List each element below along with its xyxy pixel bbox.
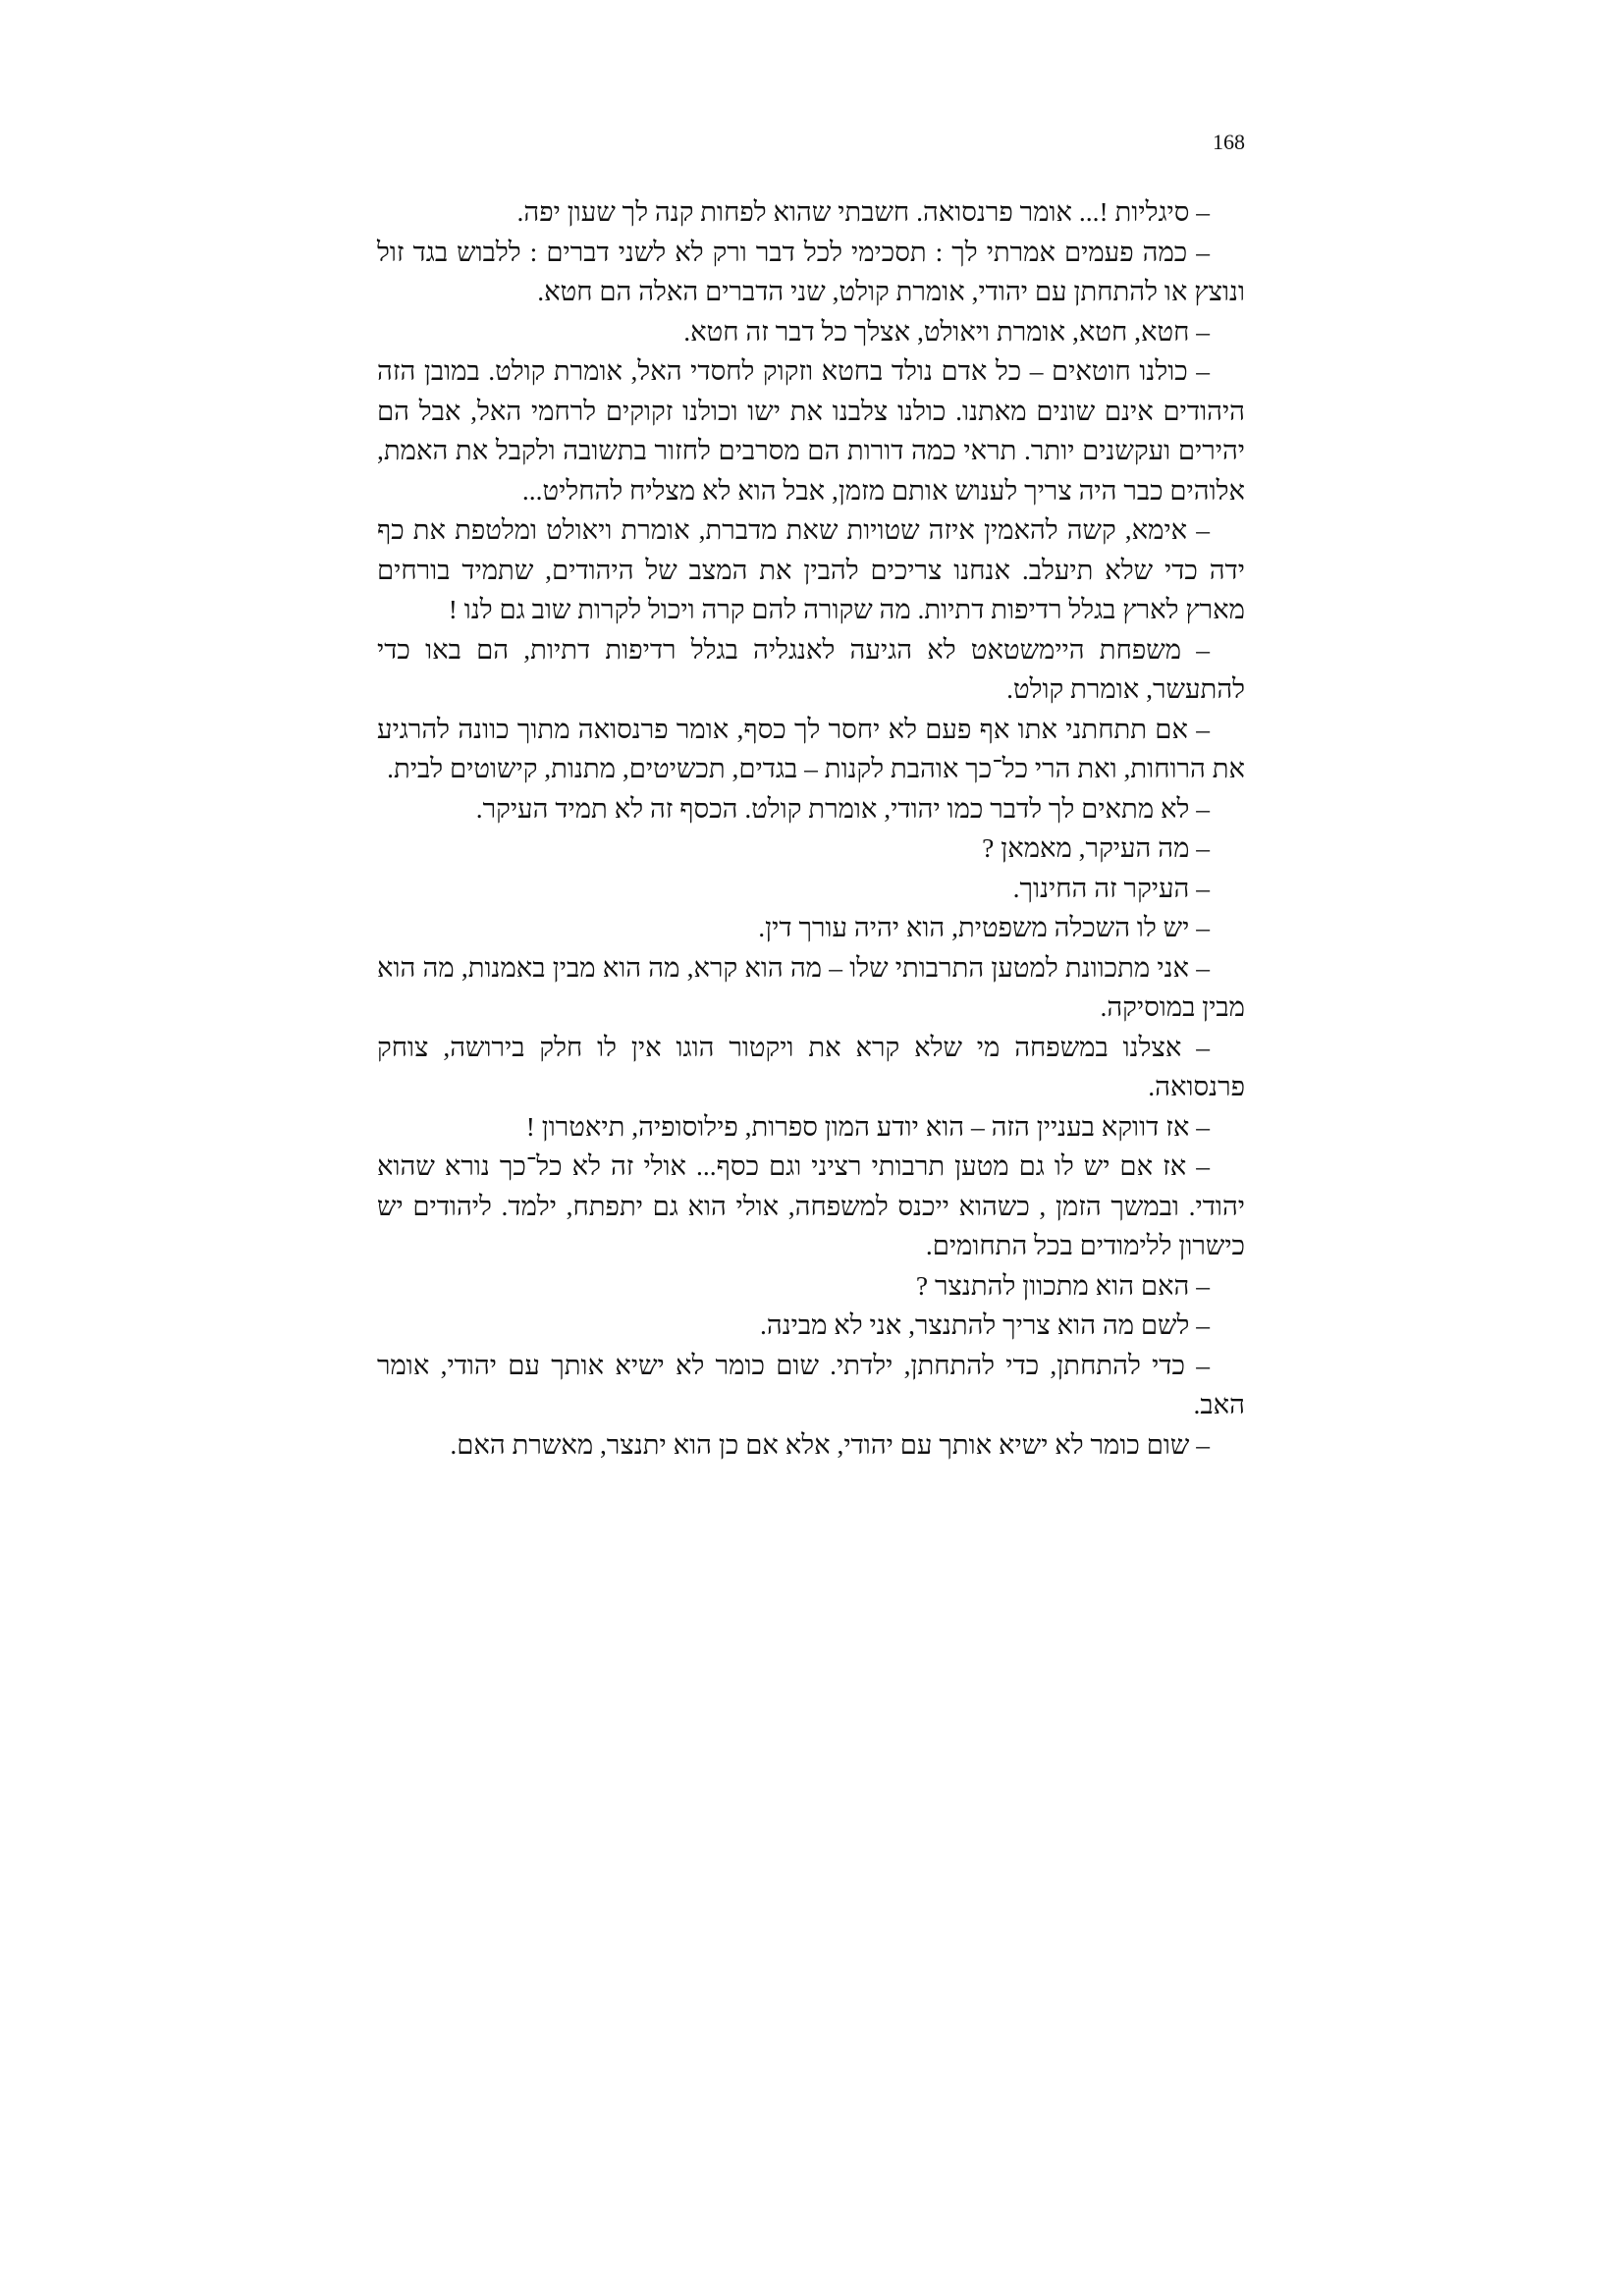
paragraph: – שום כומר לא ישיא אותך עם יהודי, אלא אם כן הוא יתנצר, מאשרת האם. [450, 1428, 1210, 1460]
body-text [377, 192, 1245, 1465]
paragraph: – כולנו חוטאים – כל אדם נולד בחטא וזקוק לחסדי האל, אומרת קולט. במובן הזה היהודים אינם שונים מאתנו. כולנו צלבנו את ישו וכולנו זקוקים לרחמי האל, אבל הם יהירים ועקשנים יותר. תראי כמה דורות הם מסרבים לחזור בתשובה ולקבל את האמת, אלוהים כבר היה צריך לענוש אותם מזמן, אבל הוא לא מצליח להחליט... [377, 355, 1245, 506]
paragraph: – יש לו השכלה משפטית, הוא יהיה עורך דין. [758, 912, 1210, 942]
paragraph: – סיגליות !... אומר פרנסואה. חשבתי שהוא לפחות קנה לך שעון יפה. [516, 196, 1210, 227]
paragraph: – כדי להתחתן, כדי להתחתן, ילדתי. שום כומר לא ישיא אותך עם יהודי, אומר האב. [377, 1349, 1245, 1419]
paragraph: – לא מתאים לך לדבר כמו יהודי, אומרת קולט. הכסף זה לא תמיד העיקר. [475, 792, 1210, 824]
paragraph: – אצלנו במשפחה מי שלא קרא את ויקטור הוגו אין לו חלק בירושה, צוחק פרנסואה. [377, 1031, 1245, 1101]
paragraph: – לשם מה הוא צריך להתנצר, אני לא מבינה. [760, 1309, 1210, 1340]
page-number: 168 [1213, 130, 1245, 154]
paragraph: – כמה פעמים אמרתי לך : תסכימי לכל דבר ורק לא לשני דברים : ללבוש בגד זול ונוצץ או להתחתן עם יהודי, אומרת קולט, שני הדברים האלה הם חטא. [377, 236, 1245, 306]
paragraph: – האם הוא מתכוון להתנצר ? [915, 1269, 1210, 1301]
paragraph: – חטא, חטא, אומרת ויאולט, אצלך כל דבר זה חטא. [683, 315, 1210, 347]
paragraph: – העיקר זה החינוך. [1012, 872, 1210, 903]
paragraph: – משפחת היימשטאט לא הגיעה לאנגליה בגלל רדיפות דתיות, הם באו כדי להתעשר, אומרת קולט. [377, 633, 1245, 704]
paragraph: – אימא, קשה להאמין איזה שטויות שאת מדברת, אומרת ויאולט ומלטפת את כף ידה כדי שלא תיעלב. אנחנו צריכים להבין את המצב של היהודים, שתמיד בורחים מארץ לארץ בגלל רדיפות דתיות. מה שקורה להם קרה ויכול לקרות שוב גם לנו ! [377, 514, 1245, 624]
paragraph: – אז אם יש לו גם מטען תרבותי רציני וגם כסף... אולי זה לא כל־כך נורא שהוא יהודי. ובמשך הזמן , כשהוא ייכנס למשפחה, אולי הוא גם יתפתח, ילמד. ליהודים יש כישרון ללימודים בכל התחומים. [377, 1150, 1245, 1260]
paragraph: – מה העיקר, מאמאן ? [982, 832, 1210, 863]
paragraph: – אז דווקא בעניין הזה – הוא יודע המון ספרות, פילוסופיה, תיאטרון ! [525, 1110, 1210, 1142]
paragraph: – אם תתחתני אתו אף פעם לא יחסר לך כסף, אומר פרנסואה מתוך כוונה להרגיע את הרוחות, ואת הרי כל־כך אוהבת לקנות – בגדים, תכשיטים, מתנות, קישוטים לבית. [377, 713, 1245, 783]
paragraph: – אני מתכוונת למטען התרבותי שלו – מה הוא קרא, מה הוא מבין באמנות, מה הוא מבין במוסיקה. [377, 951, 1245, 1022]
